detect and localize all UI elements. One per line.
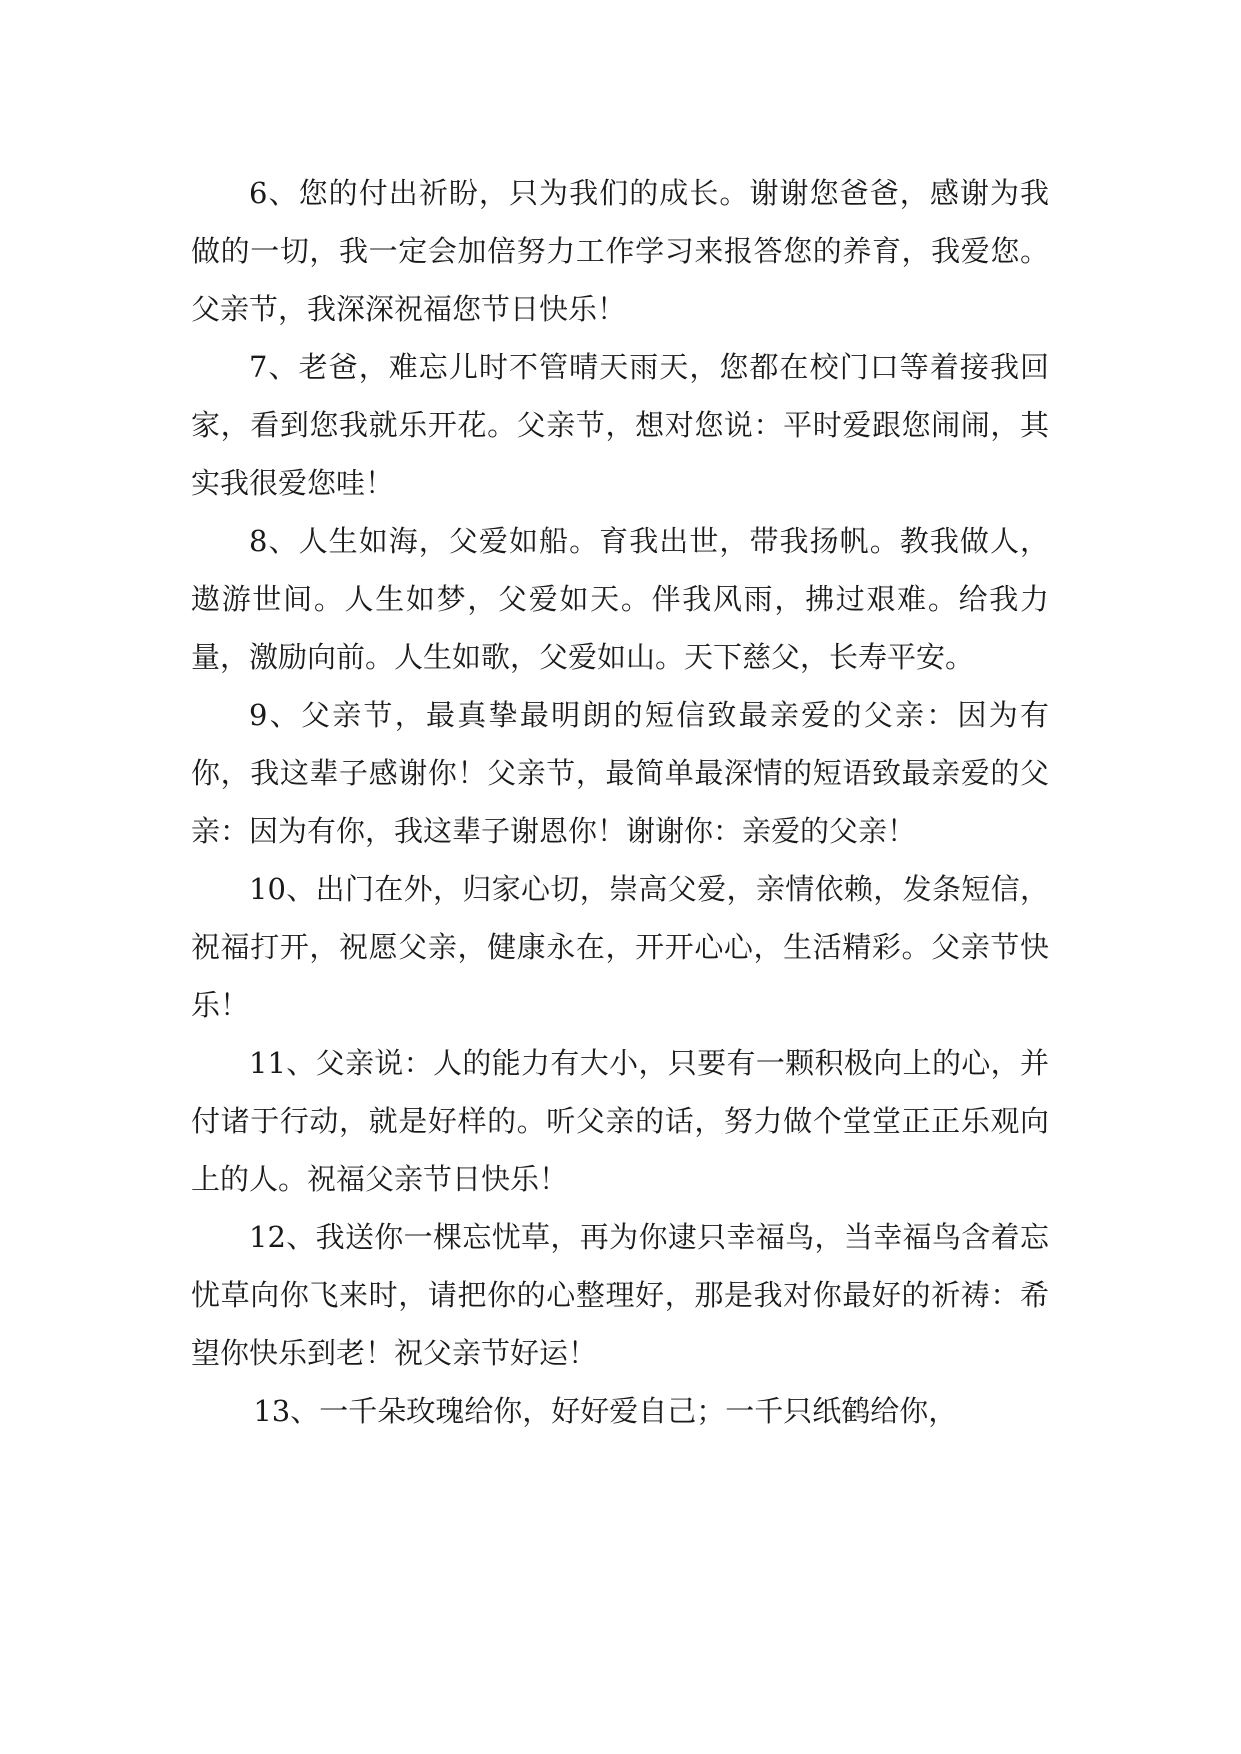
paragraph-9: 9、父亲节，最真挚最明朗的短信致最亲爱的父亲：因为有你，我这辈子感谢你！父亲节，最简单最深情的短语致最亲爱的父亲：因为有你，我这辈子谢恩你！谢谢你：亲爱的父亲！ <box>191 698 1049 848</box>
paragraph-6: 6、您的付出祈盼，只为我们的成长。谢谢您爸爸，感谢为我做的一切，我一定会加倍努力工作学习来报答您的养育，我爱您。父亲节，我深深祝福您节日快乐！ <box>191 176 1049 326</box>
paragraph-10: 10、出门在外，归家心切，崇高父爱，亲情依赖，发条短信，祝福打开，祝愿父亲，健康永在，开开心心，生活精彩。父亲节快乐！ <box>191 872 1049 1022</box>
document-body <box>191 164 1049 1440</box>
paragraph-12: 12、我送你一棵忘忧草，再为你逮只幸福鸟，当幸福鸟含着忘忧草向你飞来时，请把你的心整理好，那是我对你最好的祈祷：希望你快乐到老！祝父亲节好运！ <box>191 1220 1049 1370</box>
paragraph-8: 8、人生如海，父爱如船。育我出世，带我扬帆。教我做人，遨游世间。人生如梦，父爱如天。伴我风雨，拂过艰难。给我力量，激励向前。人生如歌，父爱如山。天下慈父，长寿平安。 <box>191 524 1049 674</box>
paragraph-7: 7、老爸，难忘儿时不管晴天雨天，您都在校门口等着接我回家，看到您我就乐开花。父亲节，想对您说：平时爱跟您闹闹，其实我很爱您哇！ <box>191 350 1049 500</box>
paragraph-13: 13、一千朵玫瑰给你，好好爱自己；一千只纸鹤给你， <box>253 1394 958 1428</box>
paragraph-11: 11、父亲说：人的能力有大小，只要有一颗积极向上的心，并付诸于行动，就是好样的。听父亲的话，努力做个堂堂正正乐观向上的人。祝福父亲节日快乐！ <box>191 1046 1049 1196</box>
